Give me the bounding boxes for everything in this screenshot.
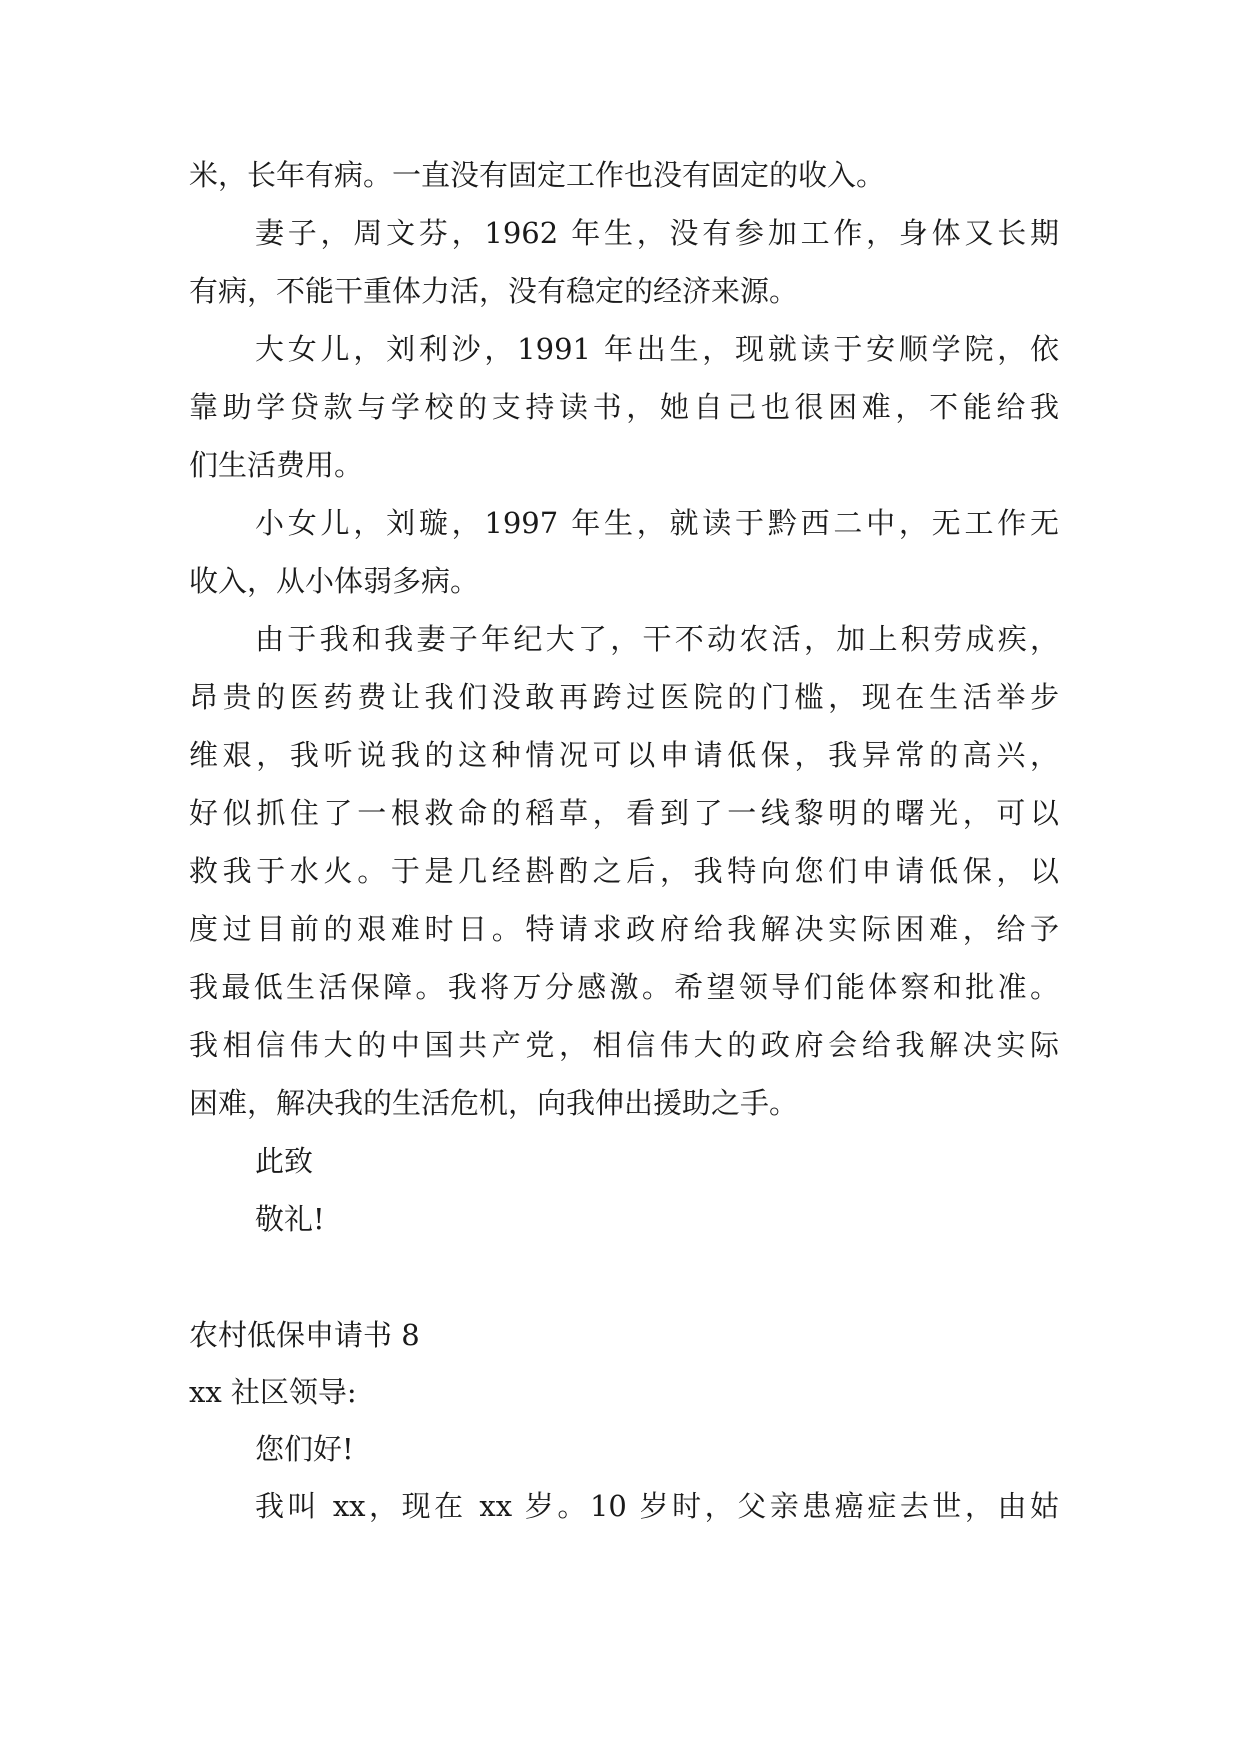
- paragraph-line: 维艰，我听说我的这种情况可以申请低保，我异常的高兴，: [189, 738, 1059, 772]
- letter-addressee: xx 社区领导:: [189, 1375, 357, 1409]
- paragraph-line: 小女儿，刘璇，1997 年生，就读于黔西二中，无工作无: [255, 506, 1059, 540]
- letter-greeting: 您们好!: [255, 1432, 354, 1466]
- paragraph-line: 救我于水火。于是几经斟酌之后，我特向您们申请低保，以: [189, 854, 1059, 888]
- paragraph-line: 米，长年有病。一直没有固定工作也没有固定的收入。: [189, 158, 886, 192]
- paragraph-line: 妻子，周文芬，1962 年生，没有参加工作，身体又长期: [255, 216, 1059, 250]
- paragraph-line: 昂贵的医药费让我们没敢再跨过医院的门槛，现在生活举步: [189, 680, 1059, 714]
- paragraph-line: 大女儿，刘利沙，1991 年出生，现就读于安顺学院，依: [255, 332, 1059, 366]
- section-title: 农村低保申请书 8: [189, 1318, 420, 1352]
- closing-salutation: 此致: [255, 1144, 314, 1178]
- paragraph-line: 度过目前的艰难时日。特请求政府给我解决实际困难，给予: [189, 912, 1059, 946]
- paragraph-line: 由于我和我妻子年纪大了，干不动农活，加上积劳成疾，: [255, 622, 1059, 656]
- document-body: [189, 156, 1059, 1525]
- paragraph-line: 我叫 xx，现在 xx 岁。10 岁时，父亲患癌症去世，由姑: [255, 1489, 1059, 1523]
- paragraph-line: 好似抓住了一根救命的稻草，看到了一线黎明的曙光，可以: [189, 796, 1059, 830]
- paragraph-line: 我相信伟大的中国共产党，相信伟大的政府会给我解决实际: [189, 1028, 1059, 1062]
- paragraph-line: 收入，从小体弱多病。: [189, 564, 480, 598]
- paragraph-line: 靠助学贷款与学校的支持读书，她自己也很困难，不能给我: [189, 390, 1059, 424]
- closing-regards: 敬礼!: [255, 1202, 325, 1236]
- paragraph-line: 我最低生活保障。我将万分感激。希望领导们能体察和批准。: [189, 970, 1059, 1004]
- paragraph-line: 们生活费用。: [189, 448, 364, 482]
- paragraph-line: 困难，解决我的生活危机，向我伸出援助之手。: [189, 1086, 799, 1120]
- paragraph-line: 有病，不能干重体力活，没有稳定的经济来源。: [189, 274, 799, 308]
